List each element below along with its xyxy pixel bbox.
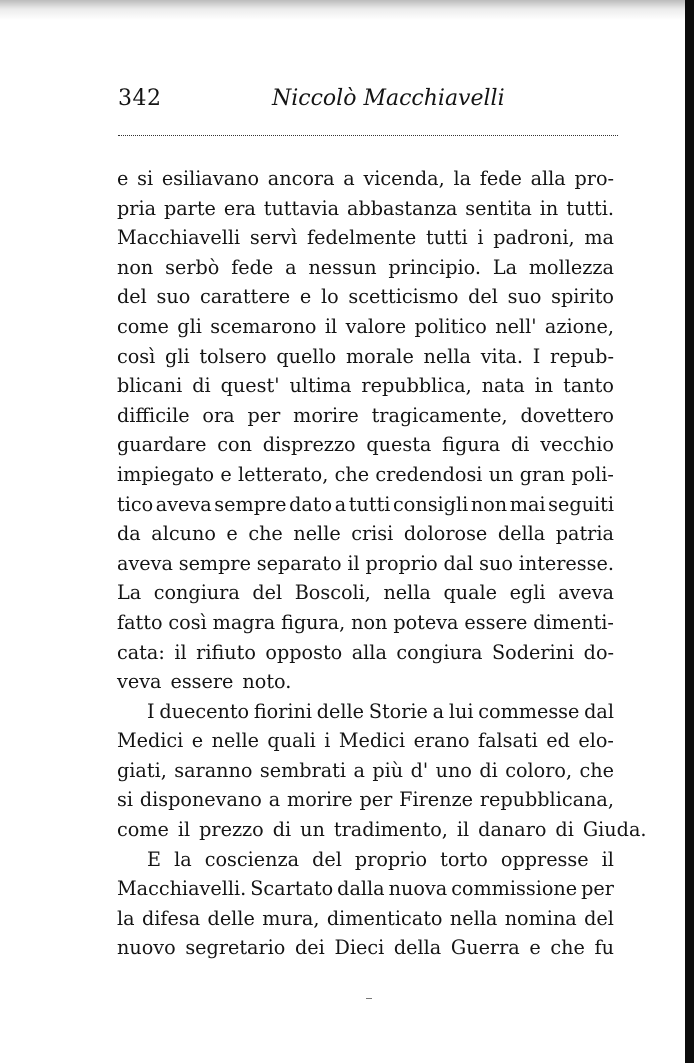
text-line: nuovo segretario dei Dieci della Guerra e che fu [117, 936, 614, 960]
text-line: pria parte era tuttavia abbastanza sentita in tutti. [117, 196, 614, 220]
text-line: aveva sempre separato il proprio dal suo interesse. [117, 551, 614, 575]
text-line: la difesa delle mura, dimenticato nella nomina del [117, 906, 614, 930]
text-line: blicani di quest' ultima repubblica, nata in tanto [117, 374, 614, 398]
body-text [117, 164, 647, 963]
text-line: cata: il rifiuto opposto alla congiura Soderini do- [117, 640, 614, 664]
text-line: difficile ora per morire tragicamente, dovettero [117, 403, 614, 427]
text-line: così gli tolsero quello morale nella vita. I repub- [117, 344, 614, 368]
text-line: giati, saranno sembrati a più d' uno di coloro, che [117, 758, 614, 782]
text-line: impiegato e letterato, che credendosi un gran poli- [117, 462, 614, 486]
text-line: come gli scemarono il valore politico nell' azione, [117, 314, 614, 338]
header-rule [118, 135, 618, 136]
scan-edge-top [0, 0, 694, 20]
text-line: fatto così magra figura, non poteva essere dimenti- [117, 610, 614, 634]
text-line: Medici e nelle quali i Medici erano falsati ed elo- [117, 729, 614, 753]
text-line: e si esiliavano ancora a vicenda, la fede alla pro- [117, 167, 614, 190]
text-line: si disponevano a morire per Firenze repubblicana, [117, 788, 614, 812]
text-line: non serbò fede a nessun principio. La mollezza [117, 255, 614, 279]
footer-mark [366, 998, 372, 999]
text-line: come il prezzo di un tradimento, il danaro di Giuda. [117, 818, 647, 842]
text-line: La congiura del Boscoli, nella quale egli aveva [117, 581, 614, 605]
page-header [118, 86, 618, 116]
text-line: del suo carattere e lo scetticismo del suo spirito [117, 285, 614, 309]
text-line: tico aveva sempre dato a tutti consigli non mai seguiti [117, 492, 614, 516]
text-line: da alcuno e che nelle crisi dolorose della patria [117, 522, 614, 546]
page-number: 342 [118, 86, 162, 111]
scan-edge-right [685, 0, 694, 1063]
text-line: guardare con disprezzo questa figura di vecchio [117, 433, 614, 457]
text-line: Macchiavelli servì fedelmente tutti i padroni, ma [117, 226, 614, 250]
text-line: E la coscienza del proprio torto oppresse il [147, 847, 614, 871]
text-line: Macchiavelli. Scartato dalla nuova commissione per [117, 877, 614, 901]
text-line: I duecento fiorini delle Storie a lui commesse dal [147, 699, 614, 723]
text-line: veva essere noto. [117, 670, 292, 694]
running-title: Niccolò Macchiavelli [272, 86, 505, 111]
